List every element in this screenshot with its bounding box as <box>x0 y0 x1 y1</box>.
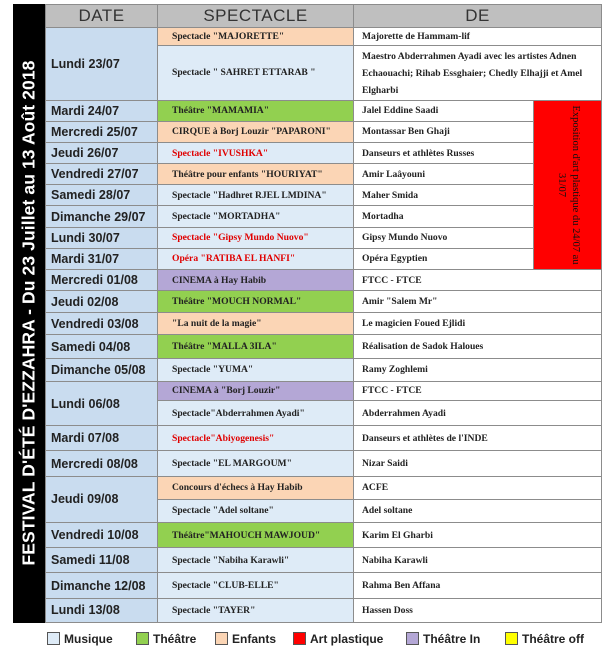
artist-cell: Gipsy Mundo Nuovo <box>354 227 534 248</box>
festival-title: FESTIVAL D'ÉTÉ D'EZZAHRA - Du 23 Juillet au 13 Août 2018 <box>18 60 39 566</box>
spectacle-cell: CIRQUE à Borj Louzir "PAPARONI" <box>158 121 354 142</box>
spectacle-cell: CINEMA à "Borj Louzir" <box>158 381 354 400</box>
legend-label: Enfants <box>232 632 277 646</box>
table-row <box>46 185 602 206</box>
date-cell: Mercredi 01/08 <box>46 269 158 290</box>
artist-cell: Maher Smida <box>354 185 534 206</box>
legend-label: Art plastique <box>310 632 384 646</box>
table-row <box>46 523 602 548</box>
artist-cell: FTCC - FTCE <box>354 381 602 400</box>
table-row <box>46 206 602 227</box>
artist-cell: Réalisation de Sadok Haloues <box>354 335 602 358</box>
header-de: DE <box>354 5 602 28</box>
table-row <box>46 291 602 313</box>
artist-cell: Opéra Egyptien <box>354 248 534 269</box>
legend-item-musique <box>47 629 113 649</box>
spectacle-cell: Théâtre"MAHOUCH MAWJOUD" <box>158 523 354 548</box>
exposition-cell <box>534 100 602 269</box>
table-row <box>46 573 602 598</box>
spectacle-cell: Spectacle"Abiyogenesis" <box>158 426 354 451</box>
legend-swatch <box>406 632 419 645</box>
legend-label: Musique <box>64 632 113 646</box>
exposition-label: Exposition d'art plastique du 24/07 au 31/07 <box>555 105 581 265</box>
artist-cell: Hassen Doss <box>354 598 602 622</box>
spectacle-cell: Théâtre "MOUCH NORMAL" <box>158 291 354 313</box>
date-cell: Vendredi 03/08 <box>46 313 158 335</box>
spectacle-cell: Spectacle "MAJORETTE" <box>158 28 354 46</box>
table-row <box>46 451 602 476</box>
table-row <box>46 100 602 121</box>
festival-banner <box>13 4 45 623</box>
header-row <box>46 5 602 28</box>
spectacle-cell: Théâtre pour enfants "HOURIYAT" <box>158 164 354 185</box>
legend-label: Théâtre <box>153 632 197 646</box>
artist-cell: Le magicien Foued Ejlidi <box>354 313 602 335</box>
legend-label: Théâtre off <box>522 632 585 646</box>
legend-item-theatre <box>136 629 196 649</box>
table-row <box>46 227 602 248</box>
spectacle-cell: Spectacle "Gipsy Mundo Nuovo" <box>158 227 354 248</box>
table-row <box>46 248 602 269</box>
date-cell: Mercredi 25/07 <box>46 121 158 142</box>
artist-cell: Nabiha Karawli <box>354 548 602 573</box>
date-cell: Vendredi 27/07 <box>46 164 158 185</box>
table-row <box>46 548 602 573</box>
artist-cell: Majorette de Hammam-lif <box>354 28 602 46</box>
date-cell: Vendredi 10/08 <box>46 523 158 548</box>
table-row <box>46 426 602 451</box>
date-cell: Lundi 13/08 <box>46 598 158 622</box>
date-cell: Dimanche 29/07 <box>46 206 158 227</box>
artist-cell: Ramy Zoghlemi <box>354 358 602 381</box>
schedule-table <box>45 4 602 623</box>
table-row <box>46 598 602 622</box>
date-cell: Samedi 04/08 <box>46 335 158 358</box>
table-row <box>46 121 602 142</box>
date-cell: Samedi 28/07 <box>46 185 158 206</box>
artist-cell: Mortadha <box>354 206 534 227</box>
spectacle-cell: Spectacle "CLUB-ELLE" <box>158 573 354 598</box>
spectacle-cell: Spectacle " SAHRET ETTARAB " <box>158 46 354 100</box>
legend-swatch <box>136 632 149 645</box>
artist-cell: FTCC - FTCE <box>354 269 602 290</box>
artist-cell: Karim El Gharbi <box>354 523 602 548</box>
table-row <box>46 164 602 185</box>
spectacle-cell: Opéra "RATIBA EL HANFI" <box>158 248 354 269</box>
legend-item-theatre-off <box>505 629 584 649</box>
table-row <box>46 476 602 499</box>
date-cell: Jeudi 02/08 <box>46 291 158 313</box>
legend-item-theatre-in <box>406 629 480 649</box>
spectacle-cell: Spectacle "Hadhret RJEL LMDINA" <box>158 185 354 206</box>
artist-cell: Danseurs et athlètes Russes <box>354 142 534 163</box>
legend-swatch <box>47 632 60 645</box>
artist-cell: Danseurs et athlètes de l'INDE <box>354 426 602 451</box>
table-row <box>46 335 602 358</box>
artist-cell: Nizar Saidi <box>354 451 602 476</box>
artist-cell: Rahma Ben Affana <box>354 573 602 598</box>
artist-cell: Maestro Abderrahmen Ayadi avec les artistes Adnen Echaouachi; Rihab Essghaier; Chedly Elhajji et Amel Elgharbi <box>354 46 602 100</box>
spectacle-cell: CINEMA à Hay Habib <box>158 269 354 290</box>
spectacle-cell: Concours d'échecs à Hay Habib <box>158 476 354 499</box>
spectacle-cell: Spectacle "EL MARGOUM" <box>158 451 354 476</box>
header-spectacle: SPECTACLE <box>158 5 354 28</box>
spectacle-cell: Spectacle "IVUSHKA" <box>158 142 354 163</box>
table-row <box>46 313 602 335</box>
spectacle-cell: "La nuit de la magie" <box>158 313 354 335</box>
date-cell: Mardi 07/08 <box>46 426 158 451</box>
date-cell: Lundi 30/07 <box>46 227 158 248</box>
table-row <box>46 269 602 290</box>
date-cell: Jeudi 26/07 <box>46 142 158 163</box>
spectacle-cell: Spectacle "Adel soltane" <box>158 499 354 522</box>
legend-item-enfants <box>215 629 276 649</box>
spectacle-cell: Spectacle "TAYER" <box>158 598 354 622</box>
spectacle-cell: Spectacle "MORTADHA" <box>158 206 354 227</box>
spectacle-cell: Spectacle"Abderrahmen Ayadi" <box>158 401 354 426</box>
artist-cell: Amir Laâyouni <box>354 164 534 185</box>
artist-cell: Jalel Eddine Saadi <box>354 100 534 121</box>
table-row <box>46 358 602 381</box>
date-cell: Dimanche 05/08 <box>46 358 158 381</box>
artist-cell: Adel soltane <box>354 499 602 522</box>
date-cell: Mercredi 08/08 <box>46 451 158 476</box>
date-cell: Jeudi 09/08 <box>46 476 158 522</box>
table-row <box>46 142 602 163</box>
legend-label: Théâtre In <box>423 632 481 646</box>
artist-cell: Abderrahmen Ayadi <box>354 401 602 426</box>
date-cell: Lundi 06/08 <box>46 381 158 425</box>
spectacle-cell: Spectacle "YUMA" <box>158 358 354 381</box>
date-cell: Lundi 23/07 <box>46 28 158 101</box>
date-cell: Samedi 11/08 <box>46 548 158 573</box>
table-row <box>46 28 602 46</box>
artist-cell: ACFE <box>354 476 602 499</box>
legend-swatch <box>505 632 518 645</box>
header-date: DATE <box>46 5 158 28</box>
date-cell: Mardi 31/07 <box>46 248 158 269</box>
spectacle-cell: Spectacle "Nabiha Karawli" <box>158 548 354 573</box>
date-cell: Mardi 24/07 <box>46 100 158 121</box>
artist-cell: Montassar Ben Ghaji <box>354 121 534 142</box>
legend-swatch <box>215 632 228 645</box>
date-cell: Dimanche 12/08 <box>46 573 158 598</box>
legend-swatch <box>293 632 306 645</box>
legend-item-art-plastique <box>293 629 383 649</box>
spectacle-cell: Théâtre "MAMAMIA" <box>158 100 354 121</box>
spectacle-cell: Théâtre "MALLA 3ILA" <box>158 335 354 358</box>
artist-cell: Amir "Salem Mr" <box>354 291 602 313</box>
table-row <box>46 381 602 400</box>
